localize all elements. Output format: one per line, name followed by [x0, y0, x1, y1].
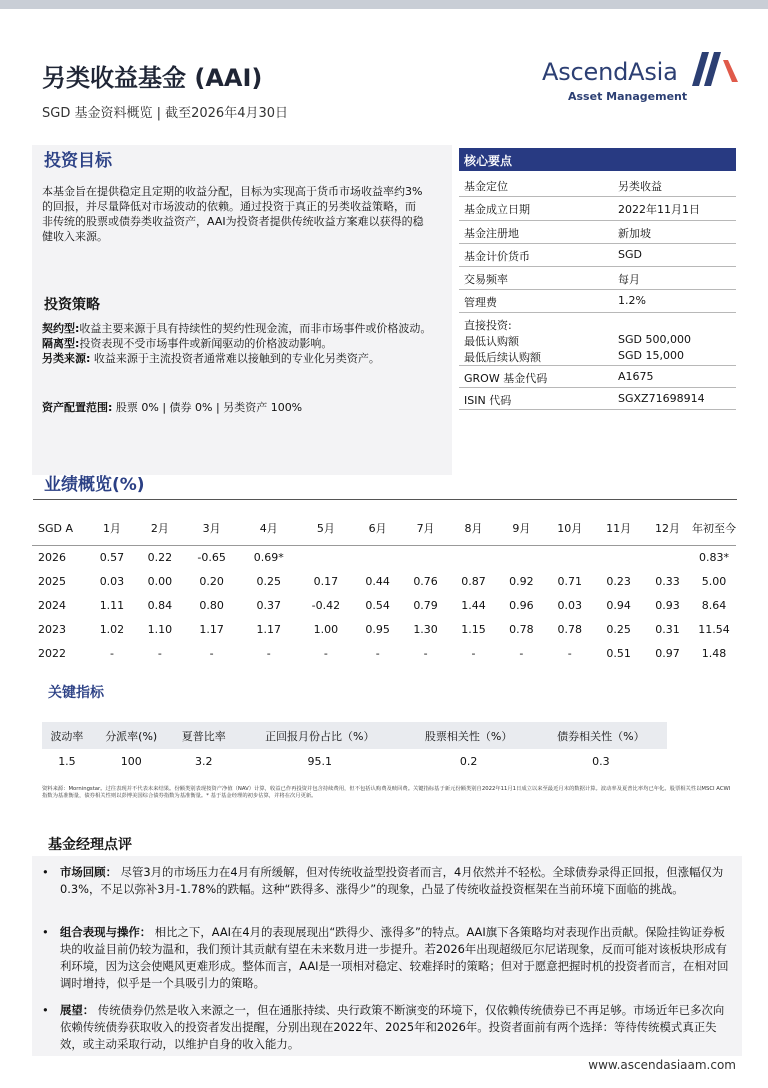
- column-header: 3月: [184, 513, 240, 545]
- performance-cell: 2022: [38, 646, 66, 660]
- column-header: 2月: [136, 513, 184, 545]
- key-point-value: 新加坡: [618, 227, 651, 240]
- performance-cell: 8.64: [701, 598, 727, 612]
- key-point-value: SGD: [618, 248, 642, 261]
- performance-cell: -: [109, 646, 114, 660]
- metrics-value-row: [42, 749, 667, 773]
- performance-cell: 0.95: [365, 622, 390, 636]
- performance-cell: 0.25: [606, 622, 631, 636]
- metric-label: 波动率: [42, 722, 92, 749]
- objective-text: 本基金旨在提供稳定且定期的收益分配，目标为实现高于货币市场收益率约3%的回报，并尽量降低对市场波动的依赖。通过投资于真正的另类收益策略，而非传统的股票或债券类收益资产，AAI为投资者提供传统收益方案难以获得的稳健收入来源。: [42, 185, 424, 243]
- bullet-icon: •: [42, 865, 49, 879]
- key-point-label: 最低后续认购额: [464, 351, 541, 364]
- key-point-row: [459, 329, 736, 348]
- metric-label: 债券相关性（%）: [535, 722, 667, 749]
- performance-heading: 业绩概览(%): [44, 475, 145, 495]
- commentary-text: 尽管3月的市场压力在4月有所缓解，但对传统收益型投资者而言，4月依然并不轻松。全球债券录得正回报，但涨幅仅为0.3%，不足以弥补3月-1.78%的跌幅。这种“跌得多、涨得少”的现象，凸显了传统收益投资框架在当前环境下面临的挑战。: [60, 865, 724, 896]
- metric-label: 夏普比率: [171, 722, 238, 749]
- performance-cell: -: [157, 646, 162, 660]
- column-header: 12月: [643, 513, 692, 545]
- key-point-row: [459, 267, 736, 290]
- key-point-row: [459, 221, 736, 244]
- performance-divider: [33, 499, 737, 500]
- performance-cell: 0.33: [655, 574, 680, 588]
- performance-cell: -: [423, 646, 428, 660]
- performance-cell: [545, 545, 594, 569]
- logo-mark-icon: [692, 52, 738, 86]
- key-points-heading: 核心要点: [459, 148, 736, 171]
- key-point-label: 基金成立日期: [464, 203, 530, 216]
- column-header: 7月: [402, 513, 450, 545]
- performance-row: [32, 617, 736, 641]
- performance-cell: 1.02: [99, 622, 125, 636]
- performance-cell: 1.00: [313, 622, 339, 636]
- top-bar: [0, 0, 768, 9]
- performance-cell: 1.11: [99, 598, 125, 612]
- performance-cell: 0.76: [413, 574, 438, 588]
- performance-cell: 0.57: [99, 550, 125, 564]
- key-point-value: SGXZ71698914: [618, 392, 705, 405]
- performance-cell: 0.79: [413, 598, 438, 612]
- metric-value: 1.5: [58, 754, 76, 768]
- key-point-row: [459, 388, 736, 410]
- bullet-icon: •: [42, 925, 49, 939]
- website-url: www.ascendasiaam.com: [588, 1058, 736, 1072]
- column-header: 6月: [354, 513, 402, 545]
- key-point-row: [459, 366, 736, 388]
- key-point-value: A1675: [618, 370, 654, 383]
- performance-cell: 1.17: [256, 622, 281, 636]
- performance-cell: -: [266, 646, 271, 660]
- performance-cell: 1.44: [461, 598, 486, 612]
- column-header: 11月: [594, 513, 643, 545]
- performance-cell: 0.25: [256, 574, 281, 588]
- performance-cell: 0.83*: [699, 550, 729, 564]
- performance-cell: 1.48: [701, 646, 727, 660]
- performance-row: [32, 641, 736, 665]
- metric-label: 股票相关性（%）: [403, 722, 535, 749]
- performance-cell: -: [209, 646, 214, 660]
- metrics-table: [42, 722, 667, 773]
- strategy-list: [42, 321, 440, 366]
- key-point-value: 另类收益: [618, 180, 662, 193]
- performance-cell: 0.80: [199, 598, 224, 612]
- performance-row: [32, 569, 736, 593]
- metric-value: 0.3: [592, 754, 610, 768]
- performance-cell: 2026: [38, 550, 66, 564]
- performance-cell: 0.03: [99, 574, 125, 588]
- performance-row: [32, 545, 736, 569]
- performance-cell: 0.78: [509, 622, 534, 636]
- performance-cell: 0.37: [256, 598, 281, 612]
- performance-cell: -0.42: [311, 598, 341, 612]
- performance-cell: -: [323, 646, 328, 660]
- performance-cell: [497, 545, 545, 569]
- performance-cell: 2025: [38, 574, 66, 588]
- performance-cell: 0.92: [509, 574, 534, 588]
- performance-cell: [298, 545, 354, 569]
- metric-label: 分派率(%): [92, 722, 171, 749]
- column-header: 1月: [88, 513, 136, 545]
- key-point-label: 直接投资:: [464, 319, 512, 332]
- footnote: 资料来源：Morningstar。过往表现并不代表未来结果。份额类别表现按资产净值（NAV）计算，收益已作再投资并包含持续费用，但不包括认购费及赎回费。关键指标基于新元份额类别自2022年11月1日成立以来至最近月末的数据计算。波动率及夏普比率均已年化。股票相关性以MSCI ACWI指数为基准衡量，债券相关性则以彭博美国综合债券指数为基准衡量。* 基于基金经理的初步估算，并将在次月更新。: [42, 786, 731, 799]
- performance-cell: 0.17: [313, 574, 339, 588]
- performance-header-row: [32, 513, 736, 545]
- performance-cell: -: [375, 646, 380, 660]
- strategy-item: 另类来源: 收益来源于主流投资者通常难以接触到的专业化另类资产。: [42, 352, 380, 365]
- performance-cell: 1.17: [199, 622, 224, 636]
- metric-value: 95.1: [307, 754, 333, 768]
- key-point-row: [459, 313, 736, 332]
- key-point-row: [459, 345, 736, 366]
- performance-cell: [450, 545, 498, 569]
- performance-cell: 0.84: [147, 598, 173, 612]
- page-subtitle: SGD 基金资料概览 | 截至2026年4月30日: [42, 106, 289, 121]
- performance-cell: 1.10: [147, 622, 173, 636]
- key-point-label: 基金计价货币: [464, 250, 530, 263]
- performance-cell: 2024: [38, 598, 66, 612]
- performance-cell: 0.96: [509, 598, 534, 612]
- page-title: 另类收益基金 (AAI): [42, 64, 263, 92]
- performance-cell: 0.87: [461, 574, 486, 588]
- key-point-row: [459, 244, 736, 267]
- column-header: 4月: [239, 513, 298, 545]
- commentary-text: 传统债券仍然是收入来源之一，但在通胀持续、央行政策不断演变的环境下，仅依赖传统债券已不再足够。市场近年已多次向依赖传统债券获取收入的投资者发出提醒，分别出现在2022年、2025年和2026年。投资者面前有两个选择：等待传统模式真正失效，或主动采取行动，以维护自身的收入能力。: [60, 1003, 725, 1051]
- performance-cell: 0.97: [655, 646, 680, 660]
- key-point-label: ISIN 代码: [464, 394, 512, 407]
- metric-label: 正回报月份占比（%）: [237, 722, 402, 749]
- bullet-icon: •: [42, 1003, 49, 1017]
- metrics-heading: 关键指标: [48, 685, 104, 701]
- performance-cell: 0.93: [655, 598, 680, 612]
- performance-cell: 0.44: [365, 574, 390, 588]
- key-point-value: 2022年11月1日: [618, 203, 700, 216]
- column-header: 10月: [545, 513, 594, 545]
- performance-cell: [354, 545, 402, 569]
- performance-cell: 0.94: [606, 598, 631, 612]
- commentary-text: 相比之下，AAI在4月的表现展现出“跌得少、涨得多”的特点。AAI旗下各策略均对表现作出贡献。保险挂钩证券板块的收益目前仍较为温和，我们预计其贡献有望在未来数月进一步提升。若2026年出现超级厄尔尼诺现象，反而可能对该板块形成有利环境，因为这会使飓风更难形成。整体而言，AAI是一项相对稳定、较难择时的策略；但对于愿意把握时机的投资者而言，在相对回调时增持，似乎是一个具吸引力的策略。: [60, 925, 729, 990]
- performance-cell: 0.54: [365, 598, 390, 612]
- key-point-row: [459, 197, 736, 221]
- metric-value: 3.2: [195, 754, 213, 768]
- performance-cell: 0.03: [557, 598, 582, 612]
- performance-cell: -: [567, 646, 572, 660]
- brand-name: AscendAsia: [542, 58, 678, 86]
- performance-cell: 0.69*: [253, 550, 284, 564]
- performance-cell: [402, 545, 450, 569]
- performance-cell: 2023: [38, 622, 66, 636]
- strategy-item: 隔离型:投资表现不受市场事件或新闻驱动的价格波动影响。: [42, 337, 333, 350]
- key-point-row: [459, 174, 736, 197]
- commentary-label: 展望：: [60, 1003, 95, 1017]
- performance-cell: 1.30: [413, 622, 438, 636]
- performance-cell: 5.00: [701, 574, 727, 588]
- performance-table: [32, 513, 736, 665]
- performance-cell: 0.22: [147, 550, 173, 564]
- column-header: 8月: [450, 513, 498, 545]
- column-header: SGD A: [32, 513, 88, 545]
- asset-allocation: 资产配置范围: 股票 0% | 债券 0% | 另类资产 100%: [42, 401, 303, 414]
- key-point-value: 1.2%: [618, 294, 646, 307]
- strategy-heading: 投资策略: [44, 297, 100, 313]
- key-point-label: 交易频率: [464, 273, 508, 286]
- metric-value: 100: [120, 754, 142, 768]
- key-point-label: GROW 基金代码: [464, 372, 548, 385]
- commentary-heading: 基金经理点评: [48, 837, 132, 853]
- metrics-header-row: [42, 722, 667, 749]
- performance-cell: 0.51: [606, 646, 631, 660]
- key-point-value: SGD 500,000: [618, 333, 691, 346]
- key-point-label: 最低认购额: [464, 335, 519, 348]
- commentary-label: 市场回顾：: [60, 865, 117, 879]
- performance-cell: -: [519, 646, 524, 660]
- column-header: 5月: [298, 513, 354, 545]
- brand-subtitle: Asset Management: [568, 90, 688, 103]
- key-point-value: 每月: [618, 273, 640, 286]
- performance-cell: 11.54: [698, 622, 730, 636]
- performance-cell: 0.00: [147, 574, 173, 588]
- performance-cell: 0.23: [606, 574, 631, 588]
- performance-cell: 0.31: [655, 622, 680, 636]
- commentary-label: 组合表现与操作：: [60, 925, 152, 939]
- key-point-label: 基金注册地: [464, 227, 519, 240]
- performance-cell: [594, 545, 643, 569]
- performance-row: [32, 593, 736, 617]
- metric-value: 0.2: [459, 754, 478, 768]
- key-point-value: SGD 15,000: [618, 349, 684, 362]
- performance-cell: 0.71: [557, 574, 582, 588]
- key-point-row: [459, 290, 736, 313]
- company-logo: [540, 50, 740, 106]
- performance-cell: 0.78: [557, 622, 582, 636]
- performance-cell: 1.15: [461, 622, 486, 636]
- objective-heading: 投资目标: [44, 151, 112, 171]
- key-point-label: 管理费: [464, 296, 497, 309]
- performance-cell: -: [471, 646, 476, 660]
- performance-cell: [643, 545, 692, 569]
- column-header: 年初至今: [692, 513, 736, 545]
- column-header: 9月: [497, 513, 545, 545]
- strategy-item: 契约型:收益主要来源于具有持续性的契约性现金流，而非市场事件或价格波动。: [42, 322, 432, 335]
- key-point-label: 基金定位: [464, 180, 508, 193]
- performance-cell: 0.20: [199, 574, 224, 588]
- performance-cell: -0.65: [197, 550, 226, 564]
